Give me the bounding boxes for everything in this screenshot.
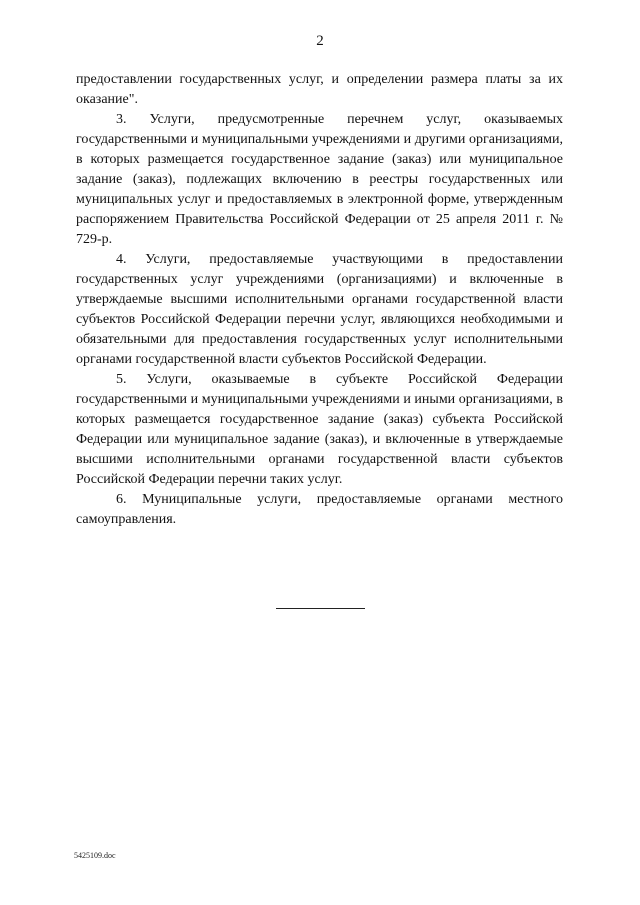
paragraph-item-5: 5. Услуги, оказываемые в субъекте Российской Федерации государственными и муниципальными учреждениями и иными организациями, в которых размещается государственное задание (заказ) субъекта Российской Федерации или муниципальное задание (заказ), и включенные в утверждаемые высшими исполнительными органами государственной власти субъектов Российской Федерации перечни таких услуг. <box>76 372 563 487</box>
end-divider <box>276 608 365 609</box>
footer-file-name: 5425109.doc <box>74 851 116 860</box>
paragraph-item-6: 6. Муниципальные услуги, предоставляемые органами местного самоуправления. <box>76 492 563 527</box>
paragraph-item-4: 4. Услуги, предоставляемые участвующими в предоставлении государственных услуг учреждениями (организациями) и включенные в утверждаемые высшими исполнительными органами государственной власти субъектов Российской Федерации перечни услуг, являющихся необходимыми и обязательными для предоставления государственных услуг исполнительными органами государственной власти субъектов Российской Федерации. <box>76 252 563 367</box>
paragraph-continuation: предоставлении государственных услуг, и определении размера платы за их оказание". <box>76 72 563 107</box>
paragraph-item-3: 3. Услуги, предусмотренные перечнем услуг, оказываемых государственными и муниципальными учреждениями и другими организациями, в которых размещается государственное задание (заказ) или муниципальное задание (заказ), подлежащих включению в реестры государственных или муниципальных услуг и предоставляемых в электронной форме, утвержденным распоряжением Правительства Российской Федерации от 25 апреля 2011 г. № 729-р. <box>76 112 563 247</box>
page-number: 2 <box>316 33 324 49</box>
document-body <box>76 70 563 530</box>
